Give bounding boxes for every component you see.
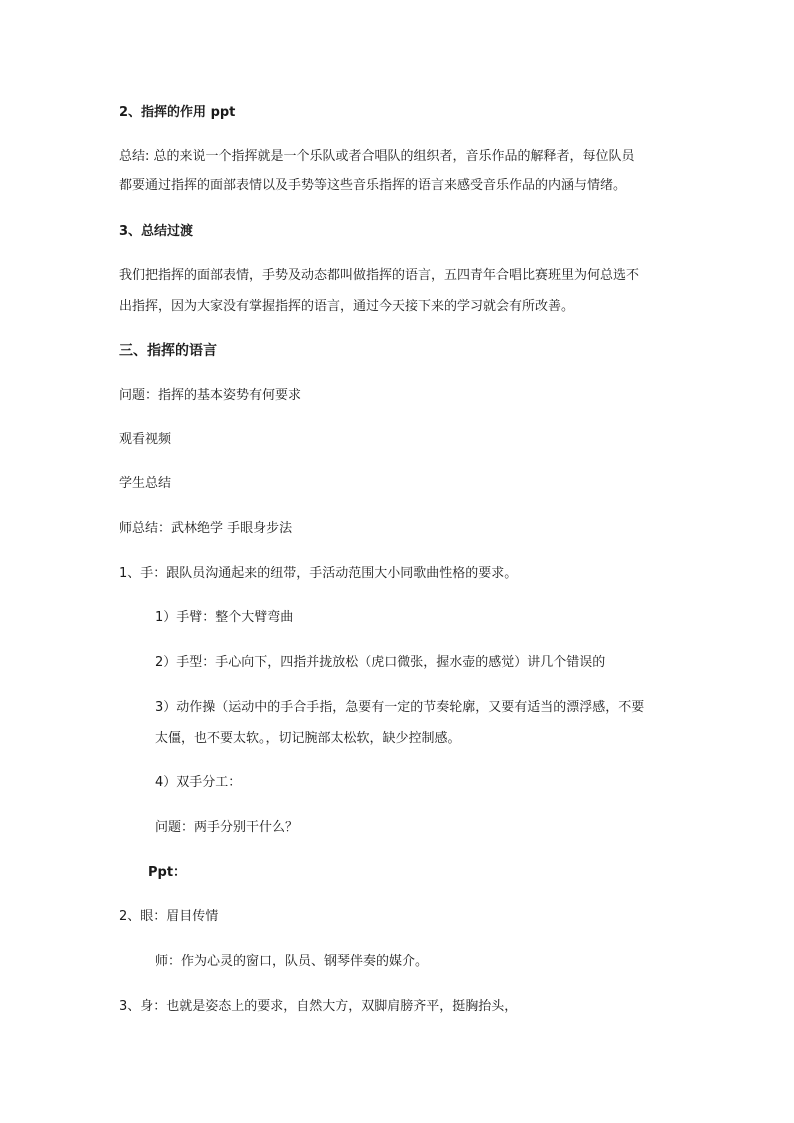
question-1: 问题：指挥的基本姿势有何要求 [119, 388, 302, 403]
ppt-label: Ppt： [148, 865, 187, 880]
student-summary-text: 学生总结 [119, 476, 172, 491]
hand-item-3-line-1: 3）动作操（运动中的手合手指，急要有一定的节奏轮廓，又要有适当的漂浮感，不要 [155, 700, 645, 715]
transition-text-line-1: 我们把指挥的面部表情，手势及动态都叫做指挥的语言，五四青年合唱比赛班里为何总选不 [119, 268, 640, 283]
hand-item-1: 1）手臂：整个大臂弯曲 [155, 610, 294, 625]
teacher-summary-text: 师总结：武林绝学 手眼身步法 [119, 521, 293, 536]
section-2-title: 2、指挥的作用 ppt [119, 105, 236, 120]
body-section-title: 3、身：也就是姿态上的要求，自然大方，双脚肩膀齐平，挺胸抬头， [119, 999, 518, 1014]
eye-section-title: 2、眼：眉目传情 [119, 909, 219, 924]
watch-video-text: 观看视频 [119, 432, 172, 447]
eye-teacher-text: 师：作为心灵的窗口，队员、钢琴伴奏的媒介。 [155, 954, 429, 969]
hand-item-4: 4）双手分工： [155, 775, 242, 790]
hand-item-3-line-2: 太僵，也不要太软。，切记腕部太松软，缺少控制感。 [155, 731, 461, 746]
hand-section-title: 1、手：跟队员沟通起来的纽带，手活动范围大小同歌曲性格的要求。 [119, 566, 518, 581]
transition-text-line-2: 出指挥，因为大家没有掌握指挥的语言，通过今天接下来的学习就会有所改善。 [119, 299, 575, 314]
question-2: 问题：两手分别干什么？ [155, 820, 299, 835]
summary-text-line-2: 都要通过指挥的面部表情以及手势等这些音乐指挥的语言来感受音乐作品的内涵与情绪。 [119, 178, 627, 193]
part-3-heading: 三、指挥的语言 [119, 343, 217, 359]
section-3-title: 3、总结过渡 [119, 224, 194, 239]
summary-text-line-1: 总结: 总的来说一个指挥就是一个乐队或者合唱队的组织者，音乐作品的解释者，每位队员 [119, 149, 635, 164]
hand-item-2: 2）手型：手心向下，四指并拢放松（虎口微张，握水壶的感觉）讲几个错误的 [155, 655, 606, 670]
